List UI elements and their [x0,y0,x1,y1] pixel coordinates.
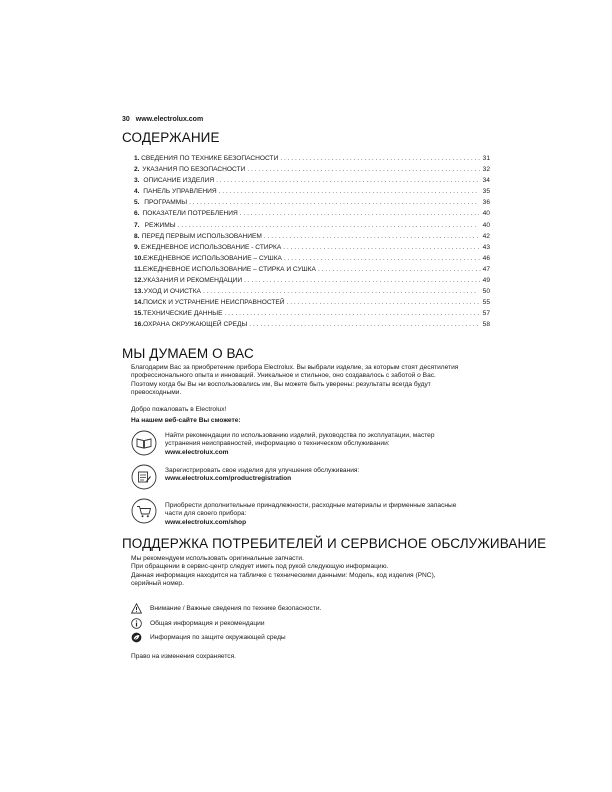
toc-item[interactable] [134,155,490,166]
toc-item[interactable] [134,321,490,332]
service-item-shop [165,502,485,527]
legend-info-text: Общая информация и рекомендации [150,620,265,627]
toc-dot-leader [219,188,479,195]
toc-dot-leader [216,177,479,184]
toc-item[interactable] [134,166,490,177]
toc-item-number: 5. [134,199,140,207]
intro-line: Поэтому когда бы Вы ни воспользовались им, Вы можете быть уверены: результаты всегда будут [131,380,431,388]
toc-item-title: ОХРАНА ОКРУЖАЮЩЕЙ СРЕДЫ [143,321,248,329]
toc-item-number: 16. [134,321,144,329]
toc-item-number: 6. [134,210,140,218]
toc-item-title: ЕЖЕДНЕВНОЕ ИСПОЛЬЗОВАНИЕ – СУШКА [143,254,282,262]
legend-environment-text: Информация по защите окружающей среды [150,634,286,641]
warning-icon [131,603,142,614]
toc-item-title: ПЕРЕД ПЕРВЫМ ИСПОЛЬЗОВАНИЕМ [141,232,262,240]
toc-item-title: ОПИСАНИЕ ИЗДЕЛИЯ [143,177,215,185]
toc-item-title: ПОКАЗАТЕЛИ ПОТРЕБЛЕНИЯ [142,210,238,218]
toc-item-title: ПРОГРАММЫ [144,199,188,207]
toc-item-page: 47 [482,265,490,273]
toc-item-number: 10. [134,254,144,262]
toc-item-number: 8. [134,232,140,240]
toc-item[interactable] [134,244,490,255]
toc-item-page: 31 [482,155,490,162]
service-text: Зарегистрировать свое изделия для улучшения обслуживания: [165,467,360,474]
toc-item-number: 12. [134,277,144,285]
toc-dot-leader [287,299,481,306]
toc-item-number: 1. [134,155,140,162]
page-header [122,116,203,123]
toc-dot-leader [244,277,479,284]
toc-item-title: ЕЖЕДНЕВНОЕ ИСПОЛЬЗОВАНИЕ - СТИРКА [141,243,282,251]
think-heading: МЫ ДУМАЕМ О ВАС [122,346,254,361]
toc-item-page: 57 [482,310,490,318]
toc-item-title: ПОИСК И УСТРАНЕНИЕ НЕИСПРАВНОСТЕЙ [143,299,285,307]
toc-item-title: ПАНЕЛЬ УПРАВЛЕНИЯ [143,188,217,196]
welcome-text: Добро пожаловать в Electrolux! [131,406,227,413]
toc-item-title: УКАЗАНИЯ И РЕКОМЕНДАЦИИ [143,277,243,285]
toc-item[interactable] [134,222,490,233]
toc-item[interactable] [134,255,490,266]
register-icon [131,464,157,490]
header-website-link[interactable]: www.electrolux.com [135,116,204,123]
service-text: части для своего прибора: [165,510,247,518]
website-intro: На нашем веб-сайте Вы сможете: [131,417,241,424]
toc-item-title: ТЕХНИЧЕСКИЕ ДАННЫЕ [143,310,223,318]
toc-item-number: 3. [134,177,140,185]
legend-warning-text: Внимание / Важные сведения по технике безопасности. [150,605,322,612]
toc-item-page: 40 [482,221,490,229]
service-text: Найти рекомендации по использованию изделий, руководства по эксплуатации, мастер [165,432,435,439]
toc-item-title: УХОД И ОЧИСТКА [143,288,201,296]
service-item-registration [165,467,485,484]
service-link-shop[interactable]: www.electrolux.com/shop [165,518,247,526]
intro-line: Благодарим Вас за приобретение прибора Electrolux. Вы выбрали изделие, за которым стоят десятилетия [131,364,459,371]
toc-dot-leader [249,321,479,328]
toc-item[interactable] [134,288,490,299]
toc-item[interactable] [134,310,490,321]
toc-item-page: 49 [482,277,490,285]
toc-item-page: 40 [482,210,490,218]
toc-item-number: 2. [134,166,140,174]
intro-line: превосходными. [131,388,182,396]
toc-dot-leader [318,266,481,273]
toc-item-number: 14. [134,299,144,307]
service-link-electrolux[interactable]: www.electrolux.com [165,448,229,456]
toc-item-title: СВЕДЕНИЯ ПО ТЕХНИКЕ БЕЗОПАСНОСТИ [141,155,279,162]
toc-item-number: 9. [134,243,140,251]
toc-item-page: 55 [482,299,490,307]
toc-item[interactable] [134,233,490,244]
toc-item-page: 32 [482,166,491,174]
page-number: 30 [122,116,130,123]
toc-item-page: 35 [482,188,491,196]
toc-item[interactable] [134,210,490,221]
toc-dot-leader [189,199,478,206]
support-paragraph [131,555,491,588]
toc-item-number: 7. [134,221,140,229]
support-heading: ПОДДЕРЖКА ПОТРЕБИТЕЛЕЙ И СЕРВИСНОЕ ОБСЛУЖИВАНИЕ [122,536,547,551]
support-line: Мы рекомендуем использовать оригинальные запчасти. [131,555,304,562]
cart-icon [131,498,157,524]
toc-item-page: 42 [482,232,490,240]
toc-item[interactable] [134,266,490,277]
service-item-guides [165,432,485,457]
toc-item-page: 46 [482,254,490,262]
toc-dot-leader [178,222,478,229]
toc-item-number: 11. [134,265,143,273]
toc-item[interactable] [134,277,490,288]
toc-item-title: РЕЖИМЫ [144,221,176,229]
info-icon [131,618,142,629]
intro-paragraph [131,364,491,397]
toc-item[interactable] [134,299,490,310]
toc-item-page: 50 [482,288,490,296]
book-icon [131,430,157,456]
service-text: Приобрести дополнительные принадлежности, расходные материалы и фирменные запасные [165,502,457,509]
toc-item-title: ЕЖЕДНЕВНОЕ ИСПОЛЬЗОВАНИЕ – СТИРКА И СУШКА [142,265,316,273]
toc-item-title: УКАЗАНИЯ ПО БЕЗОПАСНОСТИ [142,166,246,174]
toc-dot-leader [284,255,481,262]
toc-item[interactable] [134,188,490,199]
toc-item-page: 58 [482,321,490,329]
toc-dot-leader [283,244,480,251]
toc-item-number: 13. [134,288,144,296]
environment-icon [131,632,142,643]
support-line: Данная информация находится на табличке с техническими данными: Модель, код изделия (PNC), [131,571,436,579]
toc-item-page: 36 [482,199,491,207]
toc-item-page: 43 [482,243,490,251]
toc-item-number: 4. [134,188,140,196]
toc-dot-leader [203,288,478,295]
toc-dot-leader [247,166,479,173]
support-line: При обращении в сервис-центр следует иметь под рукой следующую информацию. [131,563,389,571]
support-line: серийный номер. [131,579,184,587]
toc-item-number: 15. [134,310,144,318]
service-text: устранения неисправностей, информацию о техническом обслуживании: [165,440,390,448]
service-link-registration[interactable]: www.electrolux.com/productregistration [165,475,292,483]
toc-dot-leader [280,155,480,162]
toc-dot-leader [264,233,480,240]
toc-item-page: 34 [482,177,490,185]
toc-dot-leader [224,310,478,317]
toc-heading: СОДЕРЖАНИЕ [122,130,220,145]
toc-dot-leader [240,210,480,217]
toc-item[interactable] [134,177,490,188]
footer-note: Право на изменения сохраняется. [131,653,236,660]
intro-line: профессионального опыта и инноваций. Уникальное и стильное, оно создавалось с заботой о Вас. [131,372,436,380]
toc-item[interactable] [134,199,490,210]
table-of-contents [134,155,490,333]
